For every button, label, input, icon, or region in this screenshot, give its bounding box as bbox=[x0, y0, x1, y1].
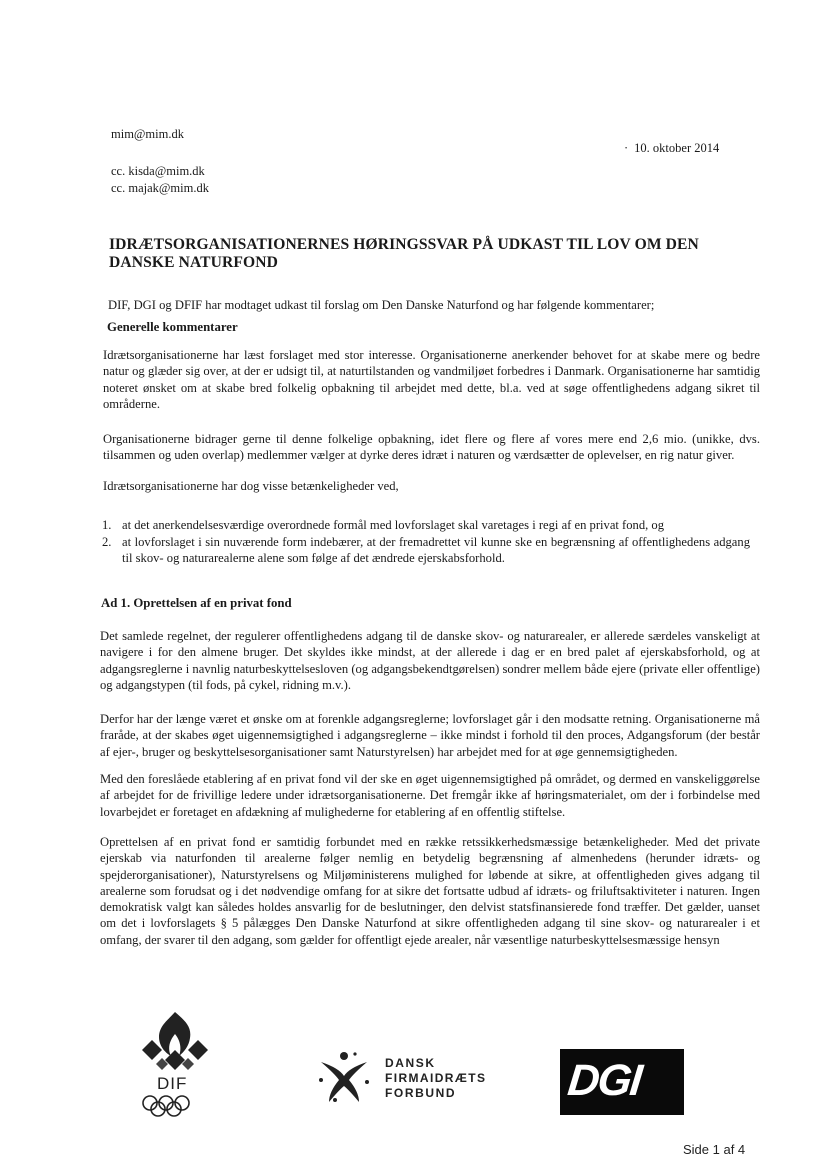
fund-paragraph-3: Med den foreslåede etablering af en privat fond vil der ske en øget uigennemsigtighed på området, og dermed en vanskeliggørelse af arbejdet for de frivillige ledere under idrætsorganisationerne. Det fremgår ikke af høringsmaterialet, om der i forbindelse med lovarbejdet er foretaget en afdækning af mulighederne for etablering af en offentlig stiftelse. bbox=[100, 772, 760, 819]
list-number: 2. bbox=[102, 535, 112, 549]
dfif-logo bbox=[315, 1050, 515, 1110]
dgi-logo bbox=[560, 1049, 684, 1115]
dfif-line-1: DANSK bbox=[385, 1056, 436, 1070]
star-figure-icon bbox=[315, 1050, 373, 1106]
dfif-line-3: FORBUND bbox=[385, 1086, 457, 1100]
fund-paragraph-1: Det samlede regelnet, der regulerer offentlighedens adgang til de danske skov- og naturarealer, er allerede særdeles vanskeligt at navigere i for den almene bruger. Det skyldes ikke mindst, at der allerede i dag er en bred palet af ejerskabsforhold, og at adgangsreglerne i navnlig naturbeskyttelsesloven (og adgangsbekendtgørelsen) sondrer mellem både ejere (private eller offentlige) og adgangstypen (til fods, på cykel, ridning m.v.). bbox=[100, 629, 760, 692]
section-heading-private-fund: Ad 1. Oprettelsen af en privat fond bbox=[101, 596, 292, 610]
cc-email-2: cc. majak@mim.dk bbox=[111, 181, 209, 195]
list-text: at lovforslaget i sin nuværende form indebærer, at der fremadrettet vil kunne ske en begrænsning af offentlighedens adgang til skov- og naturarealerne alene som følge af det ændrede ejerskabsforhold. bbox=[122, 535, 750, 565]
list-number: 1. bbox=[102, 518, 112, 532]
olympic-rings-icon bbox=[136, 1094, 206, 1118]
dfif-line-2: FIRMAIDRÆTS bbox=[385, 1071, 487, 1085]
intro-text: DIF, DGI og DFIF har modtaget udkast til forslag om Den Danske Naturfond og har følgende kommentarer; bbox=[108, 298, 655, 312]
cc-email-1: cc. kisda@mim.dk bbox=[111, 164, 205, 178]
list-text: at det anerkendelsesværdige overordnede formål med lovforslaget skal varetages i regi af en privat fond, og bbox=[122, 518, 665, 532]
section-heading-general: Generelle kommentarer bbox=[107, 320, 238, 334]
recipient-email: mim@mim.dk bbox=[111, 127, 184, 141]
document-title: IDRÆTSORGANISATIONERNES HØRINGSSVAR PÅ UDKAST TIL LOV OM DEN DANSKE NATURFOND bbox=[109, 236, 699, 271]
dgi-logo-text: DGI bbox=[565, 1056, 643, 1105]
fund-paragraph-2: Derfor har der længe været et ønske om at forenkle adgangsreglerne; lovforslaget går i den modsatte retning. Organisationerne må fraråde, at der skabes øget uigennemsigtighed i adgangsreglerne – ikke mindst i forhold til den proces, Adgangsforum (der består af ejer-, bruger og beskyttelsesorganisationer samt Naturstyrelsen) har arbejdet med for at øge gennemsigtigheden. bbox=[100, 712, 760, 759]
letter-date: · 10. oktober 2014 bbox=[624, 141, 720, 155]
flame-icon bbox=[140, 1010, 210, 1072]
general-paragraph-2: Organisationerne bidrager gerne til denne folkelige opbakning, idet flere og flere af vores mere end 2,6 mio. (unikke, dvs. tilsammen og uden overlap) medlemmer vælger at dyrke deres idræt i naturen og værdsætter de oplevelser, en rig natur giver. bbox=[103, 432, 760, 463]
general-paragraph-3: Idrætsorganisationerne har dog visse betænkeligheder ved, bbox=[103, 479, 399, 493]
letter-date-text: 10. oktober 2014 bbox=[634, 141, 720, 155]
dif-logo bbox=[140, 1010, 210, 1118]
general-paragraph-1: Idrætsorganisationerne har læst forslaget med stor interesse. Organisationerne anerkender behovet for at skabe mere og bedre natur og glæder sig over, at der er udsigt til, at naturtilstanden og vandmiljøet forbedres i Danmark. Organisationerne har samtidig noteret ønsket om at skabe bred folkelig opbakning til arbejdet med dette, bl.a. ved at søge offentlighedens adgang sikret til områderne. bbox=[103, 348, 760, 411]
fund-paragraph-4: Oprettelsen af en privat fond er samtidig forbundet med en række retssikkerhedsmæssige betænkeligheder. Med det private ejerskab via naturfonden til arealerne følger nemlig en betydelig begrænsning af almenhedens (herunder idræts- og spejderorganisationer), Naturstyrelsens og Miljøministerens mulighed for løbende at sikre, at offentligheden gives adgang til arealerne som forudsat og i det nødvendige omfang for at sikre det fortsatte udbud af idræts- og friluftsaktiviteter i naturen. Ingen demokratisk valgt kan således holdes ansvarlig for de beslutninger, den delvist statsfinansierede fond træffer. Det gælder, uanset om det i lovforslagets § 5 pålægges Den Danske Naturfond at sikre offentligheden adgang til sine skov- og naturarealer i et omfang, der svarer til den adgang, som gælder for offentligt ejede arealer, når væsentlige naturbeskyttelsesmæssige hensyn bbox=[100, 835, 760, 947]
page-number: Side 1 af 4 bbox=[683, 1142, 746, 1157]
dif-logo-text: DIF bbox=[157, 1074, 188, 1093]
